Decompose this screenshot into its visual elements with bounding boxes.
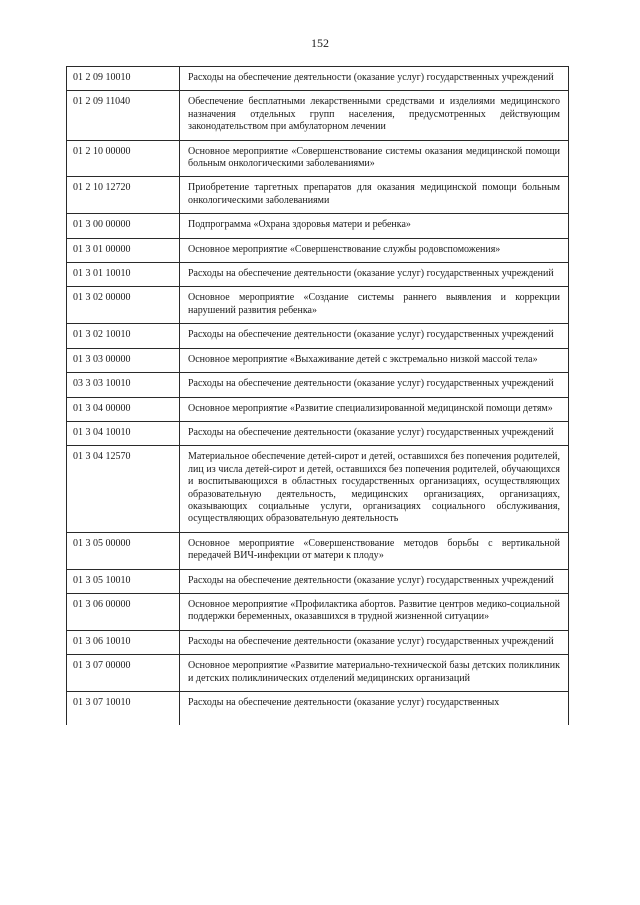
row-description: Расходы на обеспечение деятельности (оказание услуг) государственных учреждений [180,373,569,397]
row-code: 01 3 03 00000 [67,348,180,372]
row-description: Обеспечение бесплатными лекарственными средствами и изделиями медицинского назначения отдельных групп населения, предусмотренных действующим законодательством при амбулаторном лечении [180,91,569,140]
row-code: 01 3 06 00000 [67,593,180,630]
row-description: Расходы на обеспечение деятельности (оказание услуг) государственных учреждений [180,67,569,91]
row-code: 01 2 10 12720 [67,177,180,214]
row-description: Основное мероприятие «Профилактика абортов. Развитие центров медико-социальной поддержки беременных, оказавшихся в трудной жизненной ситуации» [180,593,569,630]
table-row [67,324,569,348]
row-description: Расходы на обеспечение деятельности (оказание услуг) государственных [180,692,569,726]
table-row [67,214,569,238]
table-row [67,569,569,593]
row-description: Подпрограмма «Охрана здоровья матери и ребенка» [180,214,569,238]
row-description: Основное мероприятие «Создание системы раннего выявления и коррекции нарушений развития ребенка» [180,287,569,324]
row-description: Основное мероприятие «Совершенствование системы оказания медицинской помощи больным онкологическими заболеваниями» [180,140,569,177]
table-row [67,630,569,654]
row-description: Основное мероприятие «Развитие материально-технической базы детских поликлиник и детских поликлинических отделений медицинских организаций [180,655,569,692]
row-code: 01 3 06 10010 [67,630,180,654]
table-row [67,177,569,214]
row-description: Материальное обеспечение детей-сирот и детей, оставшихся без попечения родителей, лиц из числа детей-сирот и детей, оставшихся без попечения родителей, обучающихся и воспитывающихся в областных государственных организациях, осуществляющих образовательную деятельность, медицинских организациях, организациях, оказывающих социальные услуги, организациях социального обслуживания, осуществляющих образовательную деятельность [180,446,569,532]
row-description: Расходы на обеспечение деятельности (оказание услуг) государственных учреждений [180,630,569,654]
table-row [67,593,569,630]
row-code: 01 2 09 11040 [67,91,180,140]
row-code: 01 3 07 10010 [67,692,180,726]
table-row [67,287,569,324]
table-row [67,655,569,692]
row-description: Основное мероприятие «Совершенствование службы родовспоможения» [180,238,569,262]
table-row [67,692,569,726]
row-description: Основное мероприятие «Развитие специализированной медицинской помощи детям» [180,397,569,421]
table-row [67,397,569,421]
row-code: 01 3 01 10010 [67,263,180,287]
table-row [67,263,569,287]
table-row [67,373,569,397]
table-row [67,91,569,140]
row-code: 01 3 00 00000 [67,214,180,238]
table-row [67,532,569,569]
budget-code-table [66,66,569,725]
row-code: 01 3 04 12570 [67,446,180,532]
row-description: Расходы на обеспечение деятельности (оказание услуг) государственных учреждений [180,569,569,593]
table-row [67,140,569,177]
row-code: 01 3 04 00000 [67,397,180,421]
row-code: 03 3 03 10010 [67,373,180,397]
table-row [67,446,569,532]
row-description: Расходы на обеспечение деятельности (оказание услуг) государственных учреждений [180,421,569,445]
row-code: 01 3 04 10010 [67,421,180,445]
row-code: 01 3 05 00000 [67,532,180,569]
page-number: 152 [311,36,329,50]
table-row [67,421,569,445]
row-description: Основное мероприятие «Совершенствование методов борьбы с вертикальной передачей ВИЧ-инфекции от матери к плоду» [180,532,569,569]
row-code: 01 3 02 00000 [67,287,180,324]
row-code: 01 3 01 00000 [67,238,180,262]
row-code: 01 2 10 00000 [67,140,180,177]
row-description: Расходы на обеспечение деятельности (оказание услуг) государственных учреждений [180,324,569,348]
row-code: 01 2 09 10010 [67,67,180,91]
table-row [67,238,569,262]
row-description: Приобретение таргетных препаратов для оказания медицинской помощи больным онкологическими заболеваниями [180,177,569,214]
row-description: Расходы на обеспечение деятельности (оказание услуг) государственных учреждений [180,263,569,287]
table-row [67,67,569,91]
row-code: 01 3 05 10010 [67,569,180,593]
row-code: 01 3 07 00000 [67,655,180,692]
row-description: Основное мероприятие «Выхаживание детей с экстремально низкой массой тела» [180,348,569,372]
row-code: 01 3 02 10010 [67,324,180,348]
table-row [67,348,569,372]
